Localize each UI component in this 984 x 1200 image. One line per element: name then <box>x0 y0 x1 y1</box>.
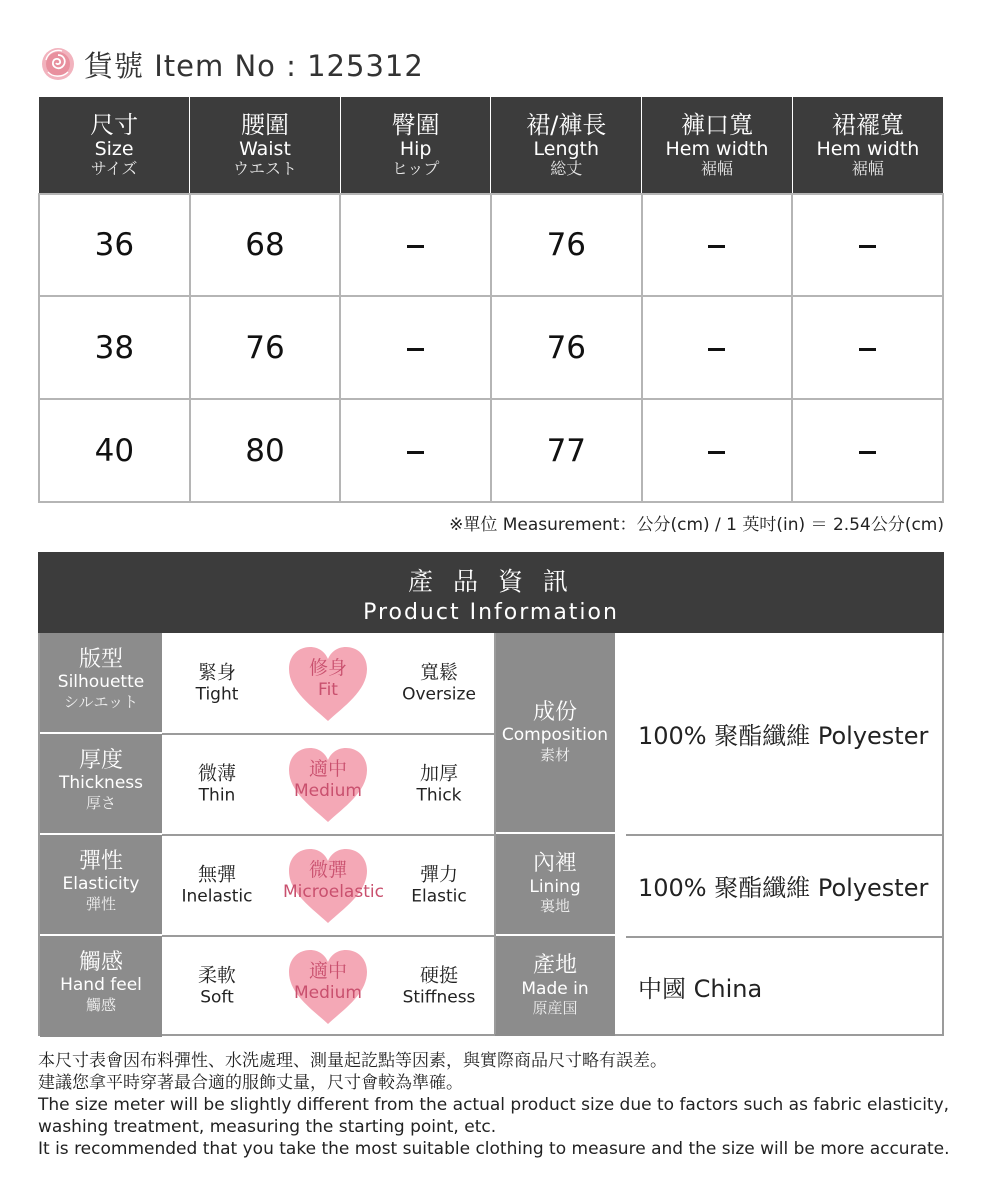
empty-value-dash <box>859 245 876 248</box>
option-zh: 適中 <box>308 960 347 982</box>
size-cell <box>340 399 491 502</box>
empty-value-dash <box>708 348 725 351</box>
col-label-zh: 裙襬寬 <box>831 110 904 139</box>
disclaimer-line: It is recommended that you take the most suitable clothing to measure and the size will be more accurate. <box>38 1139 950 1160</box>
col-label-en: Length <box>533 137 600 160</box>
empty-value-dash <box>407 245 424 248</box>
disclaimer-line: 建議您拿平時穿著最合適的服飾丈量，尺寸會較為準確。 <box>38 1073 463 1094</box>
scale-option <box>162 863 272 906</box>
col-label-zh: 臀圍 <box>391 110 440 139</box>
detail-label-zh: 內裡 <box>532 851 577 877</box>
scale-label-zh: 版型 <box>78 647 123 672</box>
size-cell: 77 <box>491 399 642 502</box>
option-en: Soft <box>200 987 234 1008</box>
detail-label <box>495 834 615 936</box>
size-cell <box>792 194 943 296</box>
size-col-header <box>39 97 190 194</box>
title-row <box>40 42 424 86</box>
scale-option <box>384 661 494 704</box>
size-col-header <box>491 97 642 194</box>
selected-option-text <box>283 960 373 1003</box>
scale-label-en: Hand feel <box>60 975 142 996</box>
product-info-heading-zh: 產 品 資 訊 <box>408 567 574 596</box>
option-en: Inelastic <box>181 886 253 907</box>
detail-label-en: Lining <box>529 876 581 897</box>
column-divider <box>494 633 496 1034</box>
col-label-jp: 総丈 <box>550 159 583 179</box>
detail-label <box>495 936 615 1036</box>
scale-options <box>162 734 494 836</box>
option-en: Thin <box>198 785 236 806</box>
detail-value: 100% 聚酯纖維 Polyester <box>626 834 942 938</box>
size-cell: 38 <box>39 296 190 399</box>
option-en: Microelastic <box>283 881 384 902</box>
col-label-zh: 腰圍 <box>240 110 289 139</box>
rose-icon <box>40 46 76 82</box>
option-zh: 彈力 <box>419 863 458 886</box>
option-en: Oversize <box>402 684 476 705</box>
size-cell: 76 <box>491 194 642 296</box>
option-en: Medium <box>294 982 362 1003</box>
size-col-header <box>340 97 491 194</box>
col-label-jp: サイズ <box>90 159 138 179</box>
disclaimer-line: washing treatment, measuring the starting point, etc. <box>38 1117 497 1138</box>
scale-label-zh: 彈性 <box>78 849 123 874</box>
empty-value-dash <box>407 348 424 351</box>
col-label-zh: 褲口寬 <box>680 110 753 139</box>
col-label-en: Hip <box>399 137 432 160</box>
size-cell <box>340 296 491 399</box>
col-label-jp: ウエスト <box>232 159 297 179</box>
empty-value-dash <box>859 451 876 454</box>
size-cell: 76 <box>190 296 341 399</box>
size-cell: 80 <box>190 399 341 502</box>
option-zh: 微薄 <box>197 762 236 785</box>
scale-label <box>40 835 162 936</box>
size-cell: 40 <box>39 399 190 502</box>
option-zh: 硬挺 <box>419 964 458 987</box>
option-zh: 修身 <box>308 657 347 679</box>
scale-option <box>162 661 272 704</box>
scale-label-en: Silhouette <box>57 672 145 693</box>
disclaimer <box>38 1050 958 1160</box>
option-zh: 加厚 <box>419 762 458 785</box>
detail-label-en: Composition <box>501 725 609 746</box>
selected-option <box>283 744 373 824</box>
product-info-header <box>38 552 944 633</box>
detail-label-zh: 成份 <box>532 699 577 725</box>
option-zh: 柔軟 <box>197 964 236 987</box>
product-info-heading-en: Product Information <box>363 600 619 625</box>
option-en: Stiffness <box>402 987 476 1008</box>
option-zh: 寬鬆 <box>419 661 458 684</box>
col-label-en: Size <box>94 137 134 160</box>
empty-value-dash <box>708 245 725 248</box>
col-label-jp: 裾幅 <box>700 159 733 179</box>
scale-label-zh: 厚度 <box>78 748 123 773</box>
scale-options <box>162 936 494 1036</box>
selected-option <box>283 845 384 925</box>
scale-option <box>384 863 494 906</box>
size-cell <box>792 296 943 399</box>
col-label-jp: 裾幅 <box>851 159 884 179</box>
size-col-header <box>190 97 341 194</box>
selected-option <box>283 643 373 723</box>
size-table <box>38 97 944 503</box>
size-cell <box>340 194 491 296</box>
option-zh: 適中 <box>308 758 347 780</box>
option-en: Tight <box>195 684 239 705</box>
scale-option <box>162 964 272 1007</box>
col-label-jp: ヒップ <box>391 159 440 179</box>
detail-label-zh: 產地 <box>532 953 577 979</box>
empty-value-dash <box>708 451 725 454</box>
size-row <box>39 194 943 296</box>
measurement-note: ※單位 Measurement：公分(cm) / 1 英吋(in) ＝ 2.54公分(cm) <box>449 515 944 535</box>
size-cell <box>792 399 943 502</box>
empty-value-dash <box>407 451 424 454</box>
detail-label-jp: 素材 <box>539 745 570 764</box>
scale-label-jp: シルエット <box>63 692 139 711</box>
scale-label-en: Elasticity <box>62 874 140 895</box>
option-en: Elastic <box>411 886 467 907</box>
detail-label <box>495 633 615 834</box>
detail-label-en: Made in <box>521 978 589 999</box>
size-cell <box>642 296 793 399</box>
product-info-body <box>38 633 944 1036</box>
empty-value-dash <box>859 348 876 351</box>
disclaimer-line: The size meter will be slightly different from the actual product size due to factors such as fabric elasticity, <box>38 1095 950 1116</box>
size-row <box>39 296 943 399</box>
col-label-zh: 裙/褲長 <box>526 110 607 139</box>
scale-label-en: Thickness <box>58 773 144 794</box>
detail-label-jp: 裏地 <box>539 897 570 916</box>
col-label-zh: 尺寸 <box>90 110 139 139</box>
scale-label-zh: 觸感 <box>78 950 123 975</box>
disclaimer-line: 本尺寸表會因布料彈性、水洗處理、測量起訖點等因素，與實際商品尺寸略有誤差。 <box>38 1051 667 1071</box>
scale-label-jp: 厚さ <box>85 793 116 812</box>
size-cell <box>642 194 793 296</box>
size-cell <box>642 399 793 502</box>
option-en: Thick <box>416 785 462 806</box>
col-label-en: Waist <box>239 137 291 160</box>
size-cell: 76 <box>491 296 642 399</box>
selected-option-text <box>283 859 384 902</box>
option-en: Medium <box>294 780 362 801</box>
col-label-en: Hem width <box>665 137 769 160</box>
selected-option-text <box>283 657 373 700</box>
scale-label <box>40 633 162 734</box>
detail-value: 中國 China <box>638 974 763 1003</box>
option-zh: 無彈 <box>197 863 236 886</box>
scale-label-jp: 弾性 <box>85 894 116 913</box>
detail-value: 100% 聚酯纖維 Polyester <box>626 633 942 836</box>
option-zh: 微彈 <box>308 859 347 881</box>
size-col-header <box>792 97 943 194</box>
item-number-title: 貨號 Item No : 125312 <box>84 48 424 83</box>
scale-option <box>384 964 494 1007</box>
selected-option-text <box>283 758 373 801</box>
scale-label <box>40 936 162 1037</box>
selected-option <box>283 946 373 1026</box>
scale-options <box>162 633 494 735</box>
scale-label <box>40 734 162 835</box>
scale-option <box>384 762 494 805</box>
col-label-en: Hem width <box>816 137 920 160</box>
scale-options <box>162 835 494 937</box>
scale-label-jp: 觸感 <box>85 995 116 1014</box>
size-row <box>39 399 943 502</box>
size-cell: 68 <box>190 194 341 296</box>
size-cell: 36 <box>39 194 190 296</box>
option-en: Fit <box>318 679 338 700</box>
detail-label-jp: 原産国 <box>532 999 578 1018</box>
scale-option <box>162 762 272 805</box>
option-zh: 緊身 <box>197 661 236 684</box>
size-col-header <box>642 97 793 194</box>
